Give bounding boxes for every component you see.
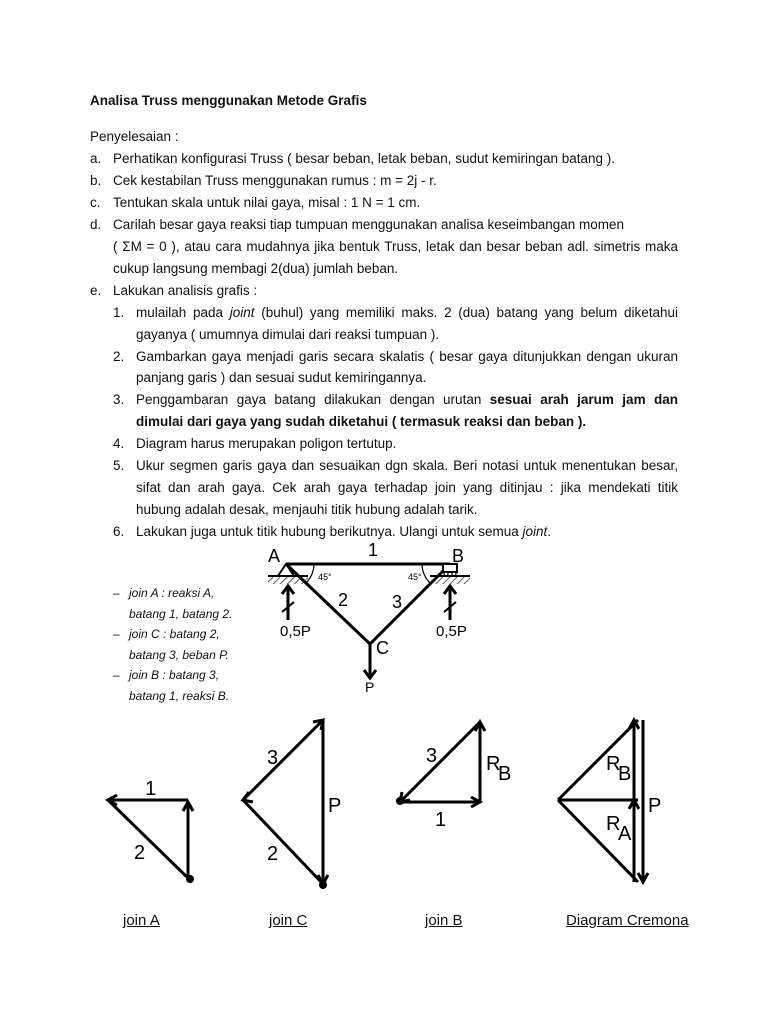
step-a-marker: a. bbox=[90, 151, 102, 166]
support-left-icon bbox=[268, 564, 308, 584]
document-title: Analisa Truss menggunakan Metode Grafis bbox=[90, 93, 367, 108]
step-b-text: Cek kestabilan Truss menggunakan rumus : m = 2j - r. bbox=[113, 173, 437, 188]
cremona-label-rb: R bbox=[606, 753, 621, 775]
reaction-right-label: 0,5P bbox=[436, 623, 467, 640]
step-d-text-2: ( ΣM = 0 ), atau cara mudahnya jika bentuk Truss, letak dan besar beban adl. simetris maka bbox=[113, 239, 678, 254]
substep-5-marker: 5. bbox=[113, 458, 125, 473]
node-a-label: A bbox=[268, 546, 281, 566]
substep-1-text-1: mulailah pada joint (buhul) yang memiliki maks. 2 (dua) batang yang belum diketahui bbox=[136, 305, 679, 320]
caption-cremona: Diagram Cremona bbox=[566, 912, 689, 929]
force-polygon-join-a bbox=[100, 775, 210, 890]
legend-item-join-b: – join B : batang 3, bbox=[113, 668, 220, 682]
angle-left-label: 45° bbox=[318, 572, 332, 582]
force-polygon-join-b bbox=[390, 712, 520, 832]
legend-item-join-a: – join A : reaksi A, bbox=[113, 586, 215, 600]
step-d-marker: d. bbox=[90, 217, 102, 232]
substep-3-text-1: Penggambaran gaya batang dilakukan dengan urutan sesuai arah jarum jam dan bbox=[136, 392, 678, 407]
penyelesaian-heading: Penyelesaian : bbox=[90, 129, 179, 144]
node-c-label: C bbox=[376, 638, 389, 658]
substep-6-text-1: Lakukan juga untuk titik hubung berikutnya. Ulangi untuk semua joint. bbox=[136, 524, 552, 539]
legend-item-join-b-cont: batang 1, reaksi B. bbox=[129, 688, 230, 703]
member-2-label: 2 bbox=[338, 590, 349, 610]
load-label: P bbox=[365, 679, 375, 695]
caption-join-a: join A bbox=[123, 912, 160, 929]
angle-right-label: 45° bbox=[408, 572, 422, 582]
substep-2-marker: 2. bbox=[113, 349, 125, 364]
cremona-label-ra-sub: A bbox=[618, 823, 632, 845]
substep-5-text-2: sifat dan arah gaya. Cek arah gaya terhadap join yang ditinjau : jika mendekati titik bbox=[136, 480, 678, 495]
substep-3-text-2: dimulai dari gaya yang sudah diketahui ( termasuk reaksi dan beban ). bbox=[136, 414, 587, 429]
step-c-marker: c. bbox=[90, 195, 101, 210]
truss-figure bbox=[262, 538, 490, 698]
substep-5-text-1: Ukur segmen garis gaya dan sesuaikan dgn skala. Beri notasi untuk menentukan besar, bbox=[136, 458, 678, 473]
legend-item-join-a-cont: batang 1, batang 2. bbox=[129, 606, 233, 621]
reaction-right-arrow-icon bbox=[444, 586, 456, 620]
substep-1-text-2: gayanya ( umumnya dimulai dari reaksi tumpuan ). bbox=[136, 327, 440, 342]
angle-right-arc bbox=[422, 564, 430, 583]
load-arrow-icon bbox=[364, 644, 376, 678]
substep-3-marker: 3. bbox=[113, 392, 125, 407]
step-b-marker: b. bbox=[90, 173, 102, 188]
substep-1-marker: 1. bbox=[113, 305, 125, 320]
support-right-icon bbox=[430, 564, 470, 584]
member-3-label: 3 bbox=[392, 592, 403, 612]
joint-legend bbox=[113, 583, 232, 706]
step-d-text-1: Carilah besar gaya reaksi tiap tumpuan menggunakan analisa keseimbangan momen bbox=[113, 217, 625, 232]
step-e-text: Lakukan analisis grafis : bbox=[113, 283, 258, 298]
join-b-label-1: 1 bbox=[435, 809, 447, 831]
join-a-label-2: 2 bbox=[134, 842, 146, 864]
substep-4-marker: 4. bbox=[113, 436, 125, 451]
step-e-marker: e. bbox=[90, 283, 102, 298]
force-polygon-join-c bbox=[235, 712, 355, 892]
node-b-label: B bbox=[452, 546, 465, 566]
join-a-label-1: 1 bbox=[145, 778, 157, 800]
substep-2-text-1: Gambarkan gaya menjadi garis secara skalatis ( besar gaya ditunjukkan dengan ukuran bbox=[136, 349, 678, 364]
join-b-label-r: R bbox=[486, 753, 501, 775]
member-1-label: 1 bbox=[368, 540, 379, 560]
step-a-text: Perhatikan konfigurasi Truss ( besar beban, letak beban, sudut kemiringan batang ). bbox=[113, 151, 616, 166]
legend-item-join-c: – join C : batang 2, bbox=[113, 627, 220, 641]
substep-5-text-3: hubung adalah desak, menjauhi titik hubung adalah tarik. bbox=[136, 502, 478, 517]
cremona-label-rb-sub: B bbox=[618, 763, 632, 785]
cremona-diagram bbox=[550, 712, 680, 892]
caption-join-b: join B bbox=[425, 912, 463, 929]
reaction-left-label: 0,5P bbox=[280, 623, 311, 640]
legend-item-join-c-cont: batang 3, beban P. bbox=[129, 647, 229, 662]
substep-4-text-1: Diagram harus merupakan poligon tertutup. bbox=[136, 436, 397, 451]
join-c-label-3: 3 bbox=[267, 747, 279, 769]
step-c-text: Tentukan skala untuk nilai gaya, misal : 1 N = 1 cm. bbox=[113, 195, 421, 210]
cremona-label-p: P bbox=[648, 795, 662, 817]
join-b-label-sub: B bbox=[498, 763, 512, 785]
substep-6-marker: 6. bbox=[113, 524, 125, 539]
substep-2-text-2: panjang garis ) dan sesuai sudut kemiringannya. bbox=[136, 370, 427, 385]
join-c-label-p: P bbox=[328, 795, 342, 817]
caption-join-c: join C bbox=[269, 912, 308, 929]
join-c-label-2: 2 bbox=[267, 843, 279, 865]
join-b-label-3: 3 bbox=[426, 745, 438, 767]
step-d-text-3: cukup langsung membagi 2(dua) jumlah beban. bbox=[113, 261, 399, 276]
cremona-label-ra: R bbox=[606, 813, 621, 835]
reaction-left-arrow-icon bbox=[282, 586, 294, 620]
